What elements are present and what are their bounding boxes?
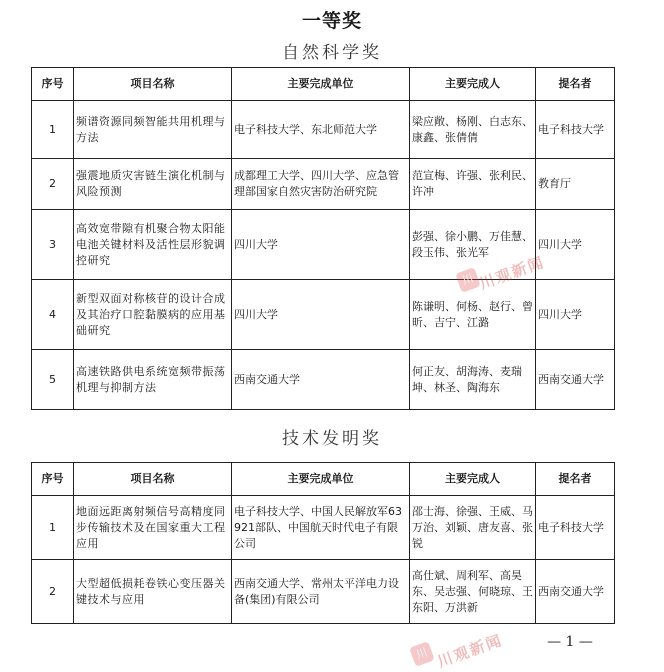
cell-units: 电子科技大学、中国人民解放军63921部队、中国航天时代电子有限公司 bbox=[232, 496, 410, 560]
cell-units: 电子科技大学、东北师范大学 bbox=[232, 101, 410, 159]
header-seq: 序号 bbox=[32, 68, 74, 101]
table-header-row bbox=[32, 463, 615, 496]
cell-nominator: 电子科技大学 bbox=[536, 496, 615, 560]
cell-units: 成都理工大学、四川大学、应急管理部国家自然灾害防治研究院 bbox=[232, 159, 410, 210]
cell-seq: 2 bbox=[32, 159, 74, 210]
cell-nominator: 四川大学 bbox=[536, 210, 615, 280]
section-heading-technical-invention: 技术发明奖 bbox=[282, 429, 382, 449]
table-row bbox=[32, 159, 615, 210]
header-people: 主要完成人 bbox=[410, 463, 536, 496]
header-units: 主要完成单位 bbox=[232, 463, 410, 496]
technical-invention-award-table bbox=[31, 462, 615, 624]
natural-science-award-table bbox=[31, 67, 615, 410]
watermark-logo: 川 bbox=[409, 641, 435, 667]
cell-project-name: 强震地质灾害链生演化机制与风险预测 bbox=[74, 159, 232, 210]
cell-nominator: 四川大学 bbox=[536, 280, 615, 350]
cell-project-name: 高速铁路供电系统宽频带振荡机理与抑制方法 bbox=[74, 350, 232, 410]
watermark-text: 川观新闻 bbox=[477, 252, 548, 294]
header-project-name: 项目名称 bbox=[74, 463, 232, 496]
cell-nominator: 教育厅 bbox=[536, 159, 615, 210]
table-row bbox=[32, 210, 615, 280]
watermark-text: 川观新闻 bbox=[435, 630, 506, 672]
cell-seq: 1 bbox=[32, 496, 74, 560]
cell-people: 彭强、徐小鹏、万佳慧、段玉伟、张光军 bbox=[410, 210, 536, 280]
cell-project-name: 地面远距离射频信号高精度同步传输技术及在国家重大工程应用 bbox=[74, 496, 232, 560]
cell-units: 四川大学 bbox=[232, 210, 410, 280]
cell-nominator: 电子科技大学 bbox=[536, 101, 615, 159]
cell-project-name: 新型双面对称核苷的设计合成及其治疗口腔黏膜病的应用基础研究 bbox=[74, 280, 232, 350]
header-units: 主要完成单位 bbox=[232, 68, 410, 101]
cell-nominator: 西南交通大学 bbox=[536, 350, 615, 410]
cell-units: 西南交通大学 bbox=[232, 350, 410, 410]
cell-people: 范宣梅、许强、张利民、许冲 bbox=[410, 159, 536, 210]
page-number: — 1 — bbox=[547, 634, 593, 650]
cell-people: 陈谦明、何杨、赵行、曾昕、吉宁、江潞 bbox=[410, 280, 536, 350]
watermark-logo: 川 bbox=[455, 267, 481, 293]
cell-seq: 2 bbox=[32, 560, 74, 624]
cell-people: 何正友、胡海涛、麦瑞坤、林圣、陶海东 bbox=[410, 350, 536, 410]
cell-seq: 4 bbox=[32, 280, 74, 350]
table-row bbox=[32, 560, 615, 624]
header-project-name: 项目名称 bbox=[74, 68, 232, 101]
section-heading-natural-science: 自然科学奖 bbox=[282, 43, 382, 63]
cell-units: 四川大学 bbox=[232, 280, 410, 350]
cell-seq: 3 bbox=[32, 210, 74, 280]
header-seq: 序号 bbox=[32, 463, 74, 496]
table-row bbox=[32, 496, 615, 560]
table-row bbox=[32, 280, 615, 350]
cell-project-name: 大型超低损耗卷铁心变压器关键技术与应用 bbox=[74, 560, 232, 624]
header-nominator: 提名者 bbox=[536, 463, 615, 496]
cell-seq: 1 bbox=[32, 101, 74, 159]
cell-people: 邵士海、徐强、王威、马万治、刘颖、唐友喜、张锐 bbox=[410, 496, 536, 560]
cell-units: 西南交通大学、常州太平洋电力设备(集团)有限公司 bbox=[232, 560, 410, 624]
page-title: 一等奖 bbox=[301, 10, 362, 32]
table-row bbox=[32, 101, 615, 159]
header-people: 主要完成人 bbox=[410, 68, 536, 101]
cell-people: 梁应敞、杨刚、白志东、康鑫、张倩倩 bbox=[410, 101, 536, 159]
cell-people: 高仕斌、周利军、高昊东、吴志强、何晓琼、王东阳、万洪新 bbox=[410, 560, 536, 624]
cell-project-name: 频谱资源同频智能共用机理与方法 bbox=[74, 101, 232, 159]
cell-nominator: 西南交通大学 bbox=[536, 560, 615, 624]
cell-project-name: 高效宽带隙有机聚合物太阳能电池关键材料及活性层形貌调控研究 bbox=[74, 210, 232, 280]
table-header-row bbox=[32, 68, 615, 101]
table-row bbox=[32, 350, 615, 410]
header-nominator: 提名者 bbox=[536, 68, 615, 101]
cell-seq: 5 bbox=[32, 350, 74, 410]
